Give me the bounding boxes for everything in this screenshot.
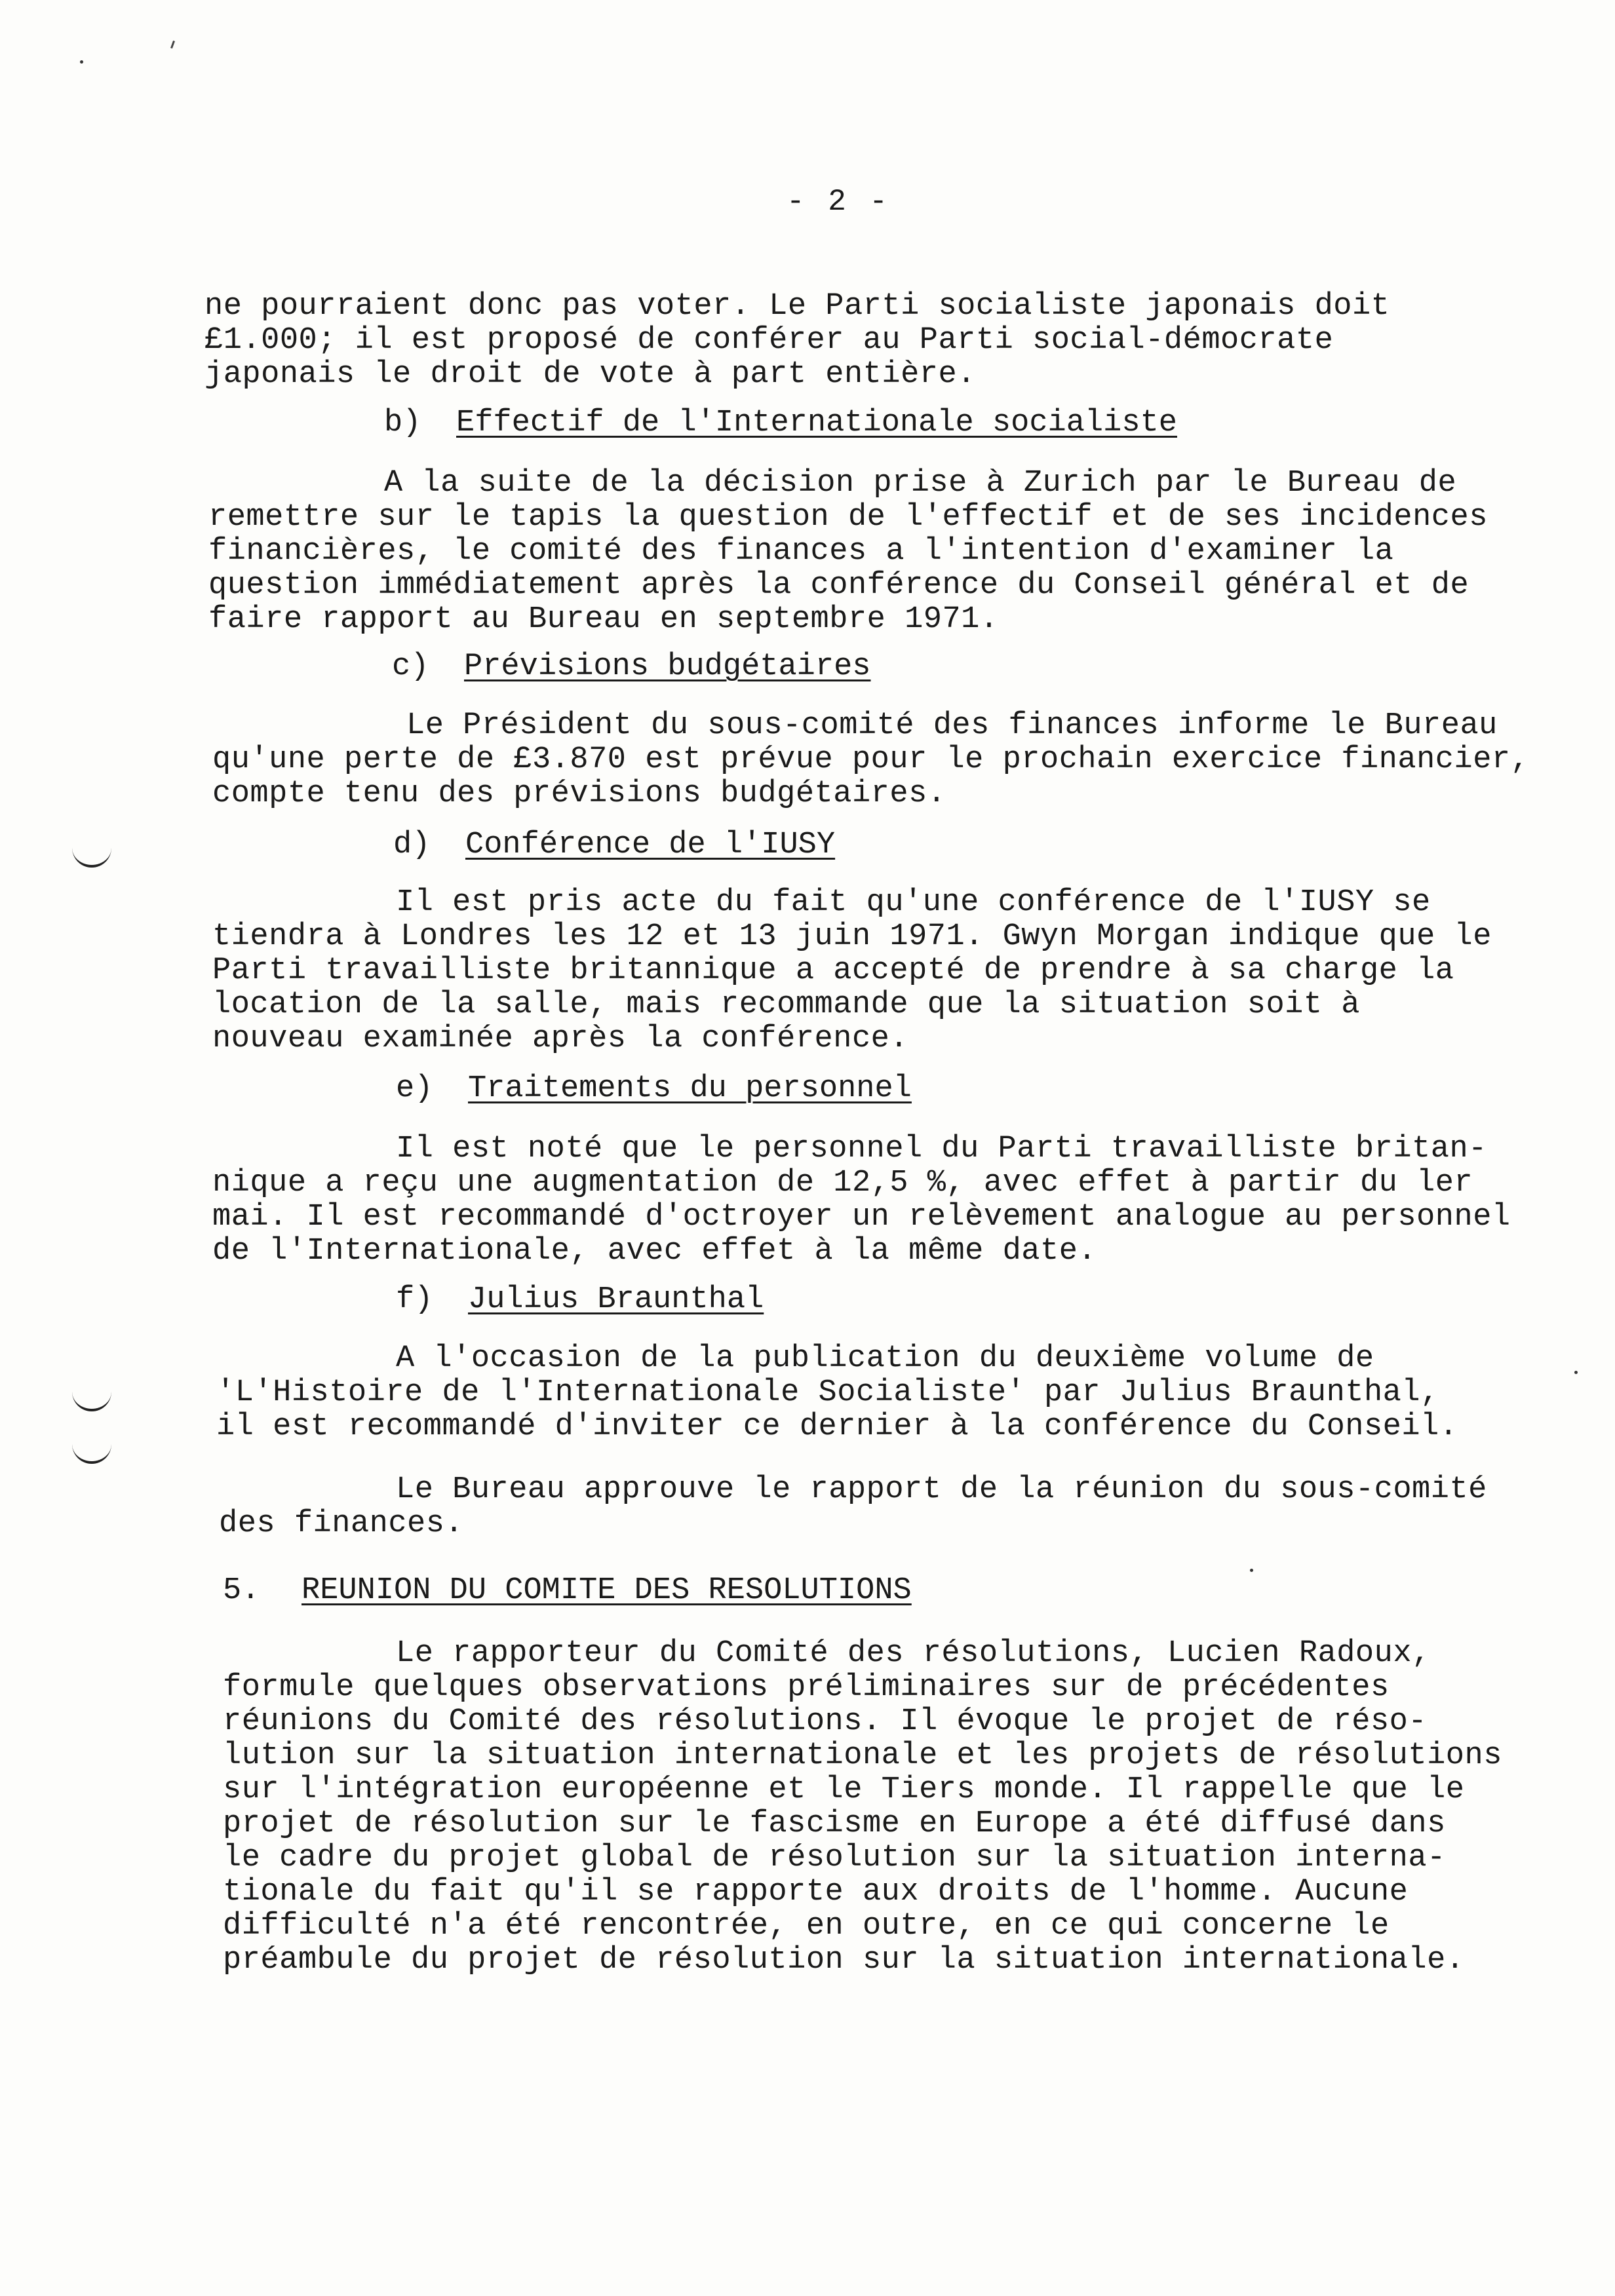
- paragraph-line: 'L'Histoire de l'Internationale Socialiste' par Julius Braunthal,: [216, 1375, 1439, 1410]
- paragraph-line: Le rapporteur du Comité des résolutions, Lucien Radoux,: [396, 1636, 1431, 1671]
- paragraph-line: A la suite de la décision prise à Zurich par le Bureau de: [384, 466, 1457, 501]
- margin-mark: [72, 1442, 111, 1464]
- paragraph-line: le cadre du projet global de résolution sur la situation interna-: [223, 1841, 1446, 1875]
- paragraph-line: préambule du projet de résolution sur la situation internationale.: [223, 1943, 1465, 1978]
- paragraph-line: Il est pris acte du fait qu'une conférence de l'IUSY se: [396, 885, 1431, 920]
- paragraph-line: tionale du fait qu'il se rapporte aux droits de l'homme. Aucune: [223, 1875, 1409, 1909]
- margin-mark: [72, 1389, 111, 1411]
- paragraph-line: financières, le comité des finances a l'intention d'examiner la: [208, 534, 1394, 569]
- paragraph-line: Parti travailliste britannique a accepté de prendre à sa charge la: [212, 953, 1454, 988]
- approval-line: Le Bureau approuve le rapport de la réunion du sous-comité: [396, 1472, 1487, 1507]
- paragraph-line: lution sur la situation internationale et les projets de résolutions: [223, 1738, 1502, 1773]
- section-heading-b: [384, 406, 1177, 440]
- paragraph-line: tiendra à Londres les 12 et 13 juin 1971. Gwyn Morgan indique que le: [212, 919, 1492, 954]
- section-title: Prévisions budgétaires: [464, 649, 871, 684]
- section-5-heading: [223, 1574, 912, 1608]
- section-heading-d: [393, 828, 835, 862]
- paragraph-line: remettre sur le tapis la question de l'effectif et de ses incidences: [208, 500, 1488, 535]
- section-number: 5.: [223, 1573, 260, 1608]
- paragraph-line: nique a reçu une augmentation de 12,5 %, avec effet à partir du ler: [212, 1166, 1473, 1200]
- section-title: REUNION DU COMITE DES RESOLUTIONS: [302, 1573, 912, 1608]
- section-heading-e: [396, 1072, 912, 1106]
- paragraph-line: mai. Il est recommandé d'octroyer un relèvement analogue au personnel: [212, 1200, 1511, 1234]
- paragraph-line: Il est noté que le personnel du Parti travailliste britan-: [396, 1132, 1487, 1166]
- section-heading-c: [392, 650, 871, 684]
- paragraph-line: formule quelques observations préliminaires sur de précédentes: [223, 1670, 1390, 1705]
- paragraph-line: nouveau examinée après la conférence.: [212, 1022, 909, 1056]
- section-letter: b): [384, 406, 421, 440]
- speck: [1574, 1371, 1578, 1374]
- paragraph-line: compte tenu des prévisions budgétaires.: [212, 776, 946, 811]
- paragraph-line: A l'occasion de la publication du deuxième volume de: [396, 1341, 1374, 1376]
- section-title: Julius Braunthal: [468, 1282, 764, 1317]
- section-letter: f): [396, 1282, 433, 1317]
- paragraph-line: qu'une perte de £3.870 est prévue pour le prochain exercice financier,: [212, 742, 1530, 777]
- paragraph-line: location de la salle, mais recommande que la situation soit à: [212, 987, 1360, 1022]
- section-letter: d): [393, 828, 431, 862]
- approval-line: des finances.: [219, 1506, 464, 1541]
- section-title: Conférence de l'IUSY: [465, 828, 836, 862]
- section-title: Traitements du personnel: [468, 1071, 912, 1106]
- section-letter: e): [396, 1071, 433, 1106]
- intro-line: £1.000; il est proposé de conférer au Parti social-démocrate: [204, 323, 1334, 358]
- paragraph-line: sur l'intégration européenne et le Tiers monde. Il rappelle que le: [223, 1772, 1465, 1807]
- paragraph-line: de l'Internationale, avec effet à la même date.: [212, 1234, 1097, 1269]
- paragraph-line: réunions du Comité des résolutions. Il évoque le projet de réso-: [223, 1704, 1428, 1739]
- paragraph-line: difficulté n'a été rencontrée, en outre, en ce qui concerne le: [223, 1909, 1390, 1943]
- margin-mark: [72, 845, 111, 868]
- paragraph-line: question immédiatement après la conférence du Conseil général et de: [208, 568, 1469, 603]
- paragraph-line: projet de résolution sur le fascisme en Europe a été diffusé dans: [223, 1807, 1446, 1841]
- section-title: Effectif de l'Internationale socialiste: [456, 406, 1177, 440]
- section-heading-f: [396, 1283, 764, 1317]
- stray-tick: [170, 41, 175, 48]
- speck: [1250, 1569, 1253, 1572]
- paragraph-line: faire rapport au Bureau en septembre 1971.: [208, 602, 999, 637]
- section-letter: c): [392, 649, 429, 684]
- paragraph-line: Le Président du sous-comité des finances informe le Bureau: [406, 708, 1498, 743]
- paragraph-line: il est recommandé d'inviter ce dernier à la conférence du Conseil.: [216, 1409, 1458, 1444]
- stray-dot: [80, 60, 83, 64]
- intro-line: japonais le droit de vote à part entière.: [204, 357, 976, 392]
- intro-line: ne pourraient donc pas voter. Le Parti socialiste japonais doit: [204, 289, 1390, 324]
- page-number: - 2 -: [787, 185, 891, 219]
